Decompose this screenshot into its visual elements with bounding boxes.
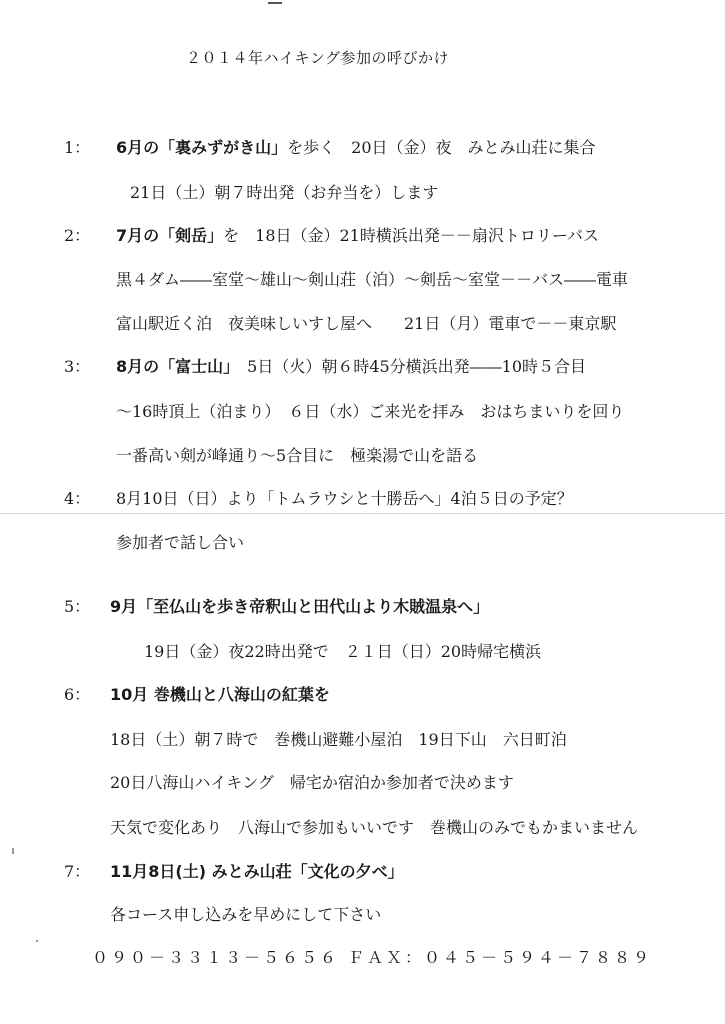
item-number: 3： — [64, 357, 91, 376]
item-line: 21日（土）朝７時出発（お弁当を）します — [130, 183, 439, 202]
item-heading-bold: 6月の「裏みずがき山」 — [116, 138, 288, 157]
scan-dot — [36, 940, 38, 942]
item-line: 黒４ダム――室堂～雄山～剣山荘（泊）～剣岳～室堂－－バス――電車 — [116, 270, 629, 289]
item-heading-bold: 11月8日(土) みとみ山荘「文化の夕べ」 — [110, 862, 404, 881]
item-number: 7： — [64, 862, 91, 881]
item-number: 4： — [64, 489, 91, 508]
item-heading — [116, 226, 599, 246]
item-number: 1： — [64, 138, 91, 157]
item-heading — [110, 685, 330, 705]
item-heading-text: を 18日（金）21時横浜出発－－扇沢トロリーバス — [223, 226, 600, 245]
item-heading — [110, 597, 489, 617]
item-line: 18日（土）朝７時で 巻機山避難小屋泊 19日下山 六日町泊 — [110, 730, 567, 749]
item-number: 5： — [64, 597, 91, 616]
item-heading — [116, 357, 586, 377]
item-number: 2： — [64, 226, 91, 245]
item-line: 各コース申し込みを早めにして下さい — [110, 905, 382, 924]
scan-fold-line — [0, 513, 725, 514]
item-line: 一番高い剣が峰通り～5合目に 極楽湯で山を語る — [116, 446, 479, 465]
item-line: 20日八海山ハイキング 帰宅か宿泊か参加者で決めます — [110, 773, 514, 792]
item-line: 参加者で話し合い — [116, 533, 245, 552]
document-title: ２０１４年ハイキング参加の呼びかけ — [186, 49, 450, 67]
contact-fax: ＦＡＸ：０４５－５９４－７８８９ — [348, 948, 653, 967]
item-heading — [110, 862, 404, 882]
scan-mark — [268, 2, 282, 4]
item-number: 6： — [64, 685, 91, 704]
scan-dot — [12, 848, 14, 854]
item-heading-text: 8月10日（日）より「トムラウシと十勝岳へ」4泊５日の予定？ — [116, 489, 573, 508]
item-heading-bold: 10月 巻機山と八海山の紅葉を — [110, 685, 330, 704]
item-heading — [116, 489, 573, 509]
contact-phone: ０９０－３３１３－５６５６ — [92, 948, 340, 967]
item-heading-text: を歩く 20日（金）夜 みとみ山荘に集合 — [287, 138, 596, 157]
item-heading-bold: 7月の「剣岳」 — [116, 226, 224, 245]
item-heading-bold: 9月「至仏山を歩き帝釈山と田代山より木賊温泉へ」 — [110, 597, 490, 616]
item-heading-text: 5日（火）朝６時45分横浜出発――10時５合目 — [231, 357, 587, 376]
item-line: 19日（金）夜22時出発で ２１日（日）20時帰宅横浜 — [144, 642, 542, 661]
item-line: ～16時頂上（泊まり） ６日（水）ご来光を拝み おはちまいりを回り — [116, 402, 625, 421]
item-line: 天気で変化あり 八海山で参加もいいです 巻機山のみでもかまいません — [110, 818, 639, 837]
item-heading-bold: 8月の「富士山」 — [116, 357, 232, 376]
item-heading — [116, 138, 596, 158]
item-line: 富山駅近く泊 夜美味しいすし屋へ 21日（月）電車で－－東京駅 — [116, 314, 617, 333]
